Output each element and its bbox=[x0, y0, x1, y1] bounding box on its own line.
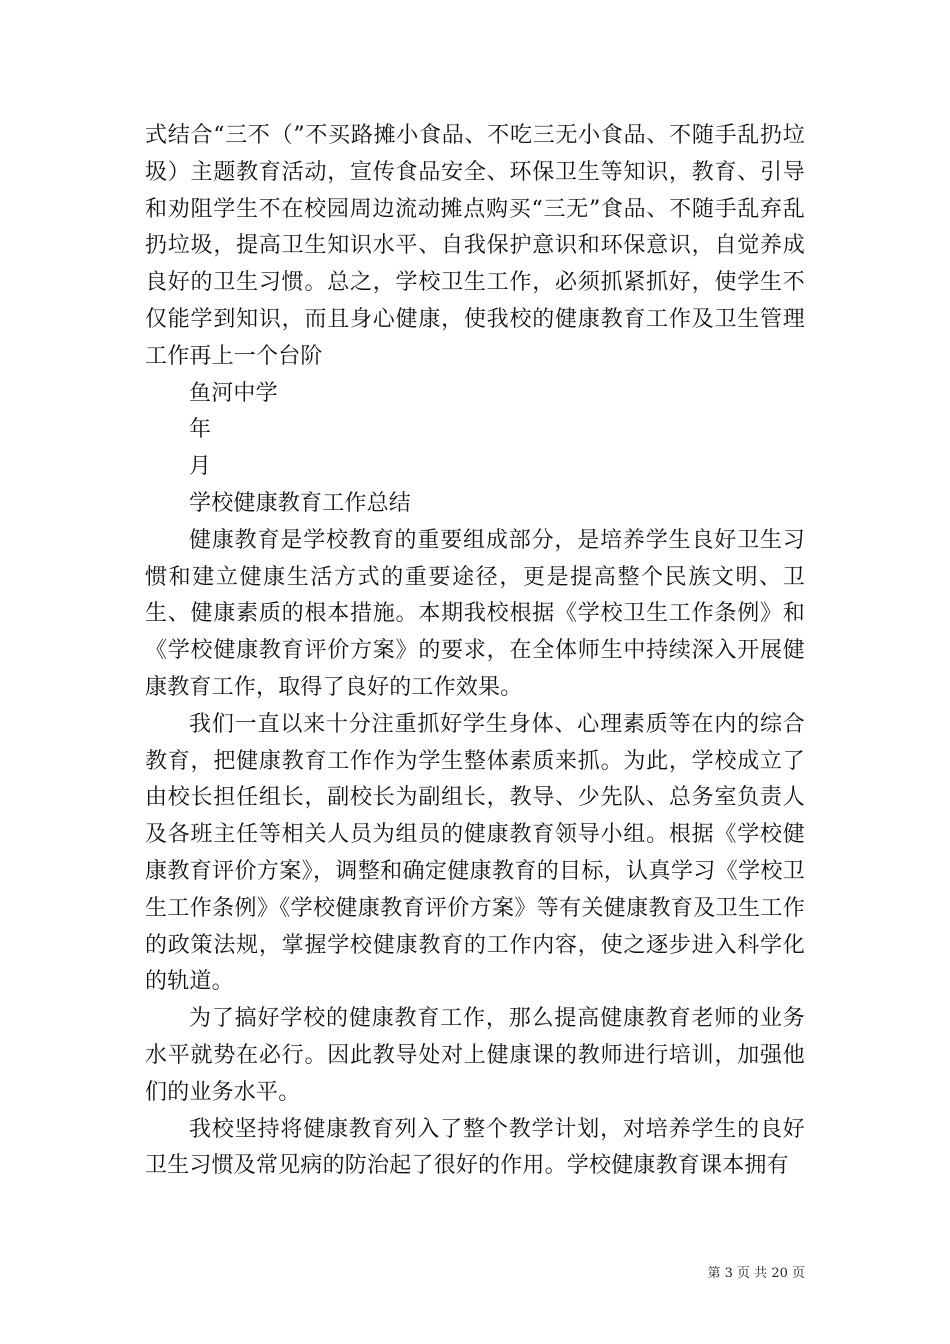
paragraph-intro: 健康教育是学校教育的重要组成部分，是培养学生良好卫生习惯和建立健康生活方式的重要途径，更是提高整个民族文明、卫生、健康素质的根本措施。本期我校根据《学校卫生工作条例》和《学校健康教育评价方案》的要求，在全体师生中持续深入开展健康教育工作，取得了良好的工作效果。 bbox=[145, 527, 805, 700]
paragraph-training: 为了搞好学校的健康教育工作，那么提高健康教育老师的业务水平就势在必行。因此教导处对上健康课的教师进行培训，加强他们的业务水平。 bbox=[145, 1006, 805, 1105]
section-title: 学校健康教育工作总结 bbox=[189, 490, 412, 516]
paragraph-continued: 式结合“三不（”不买路摊小食品、不吃三无小食品、不随手乱扔垃圾）主题教育活动，宣传食品安全、环保卫生等知识，教育、引导和劝阻学生不在校园周边流动摊点购买“三无”食品、不随手乱弃乱扔垃圾，提高卫生知识水平、自我保护意识和环保意识，自觉养成良好的卫生习惯。总之，学校卫生工作，必须抓紧抓好，使学生不仅能学到知识，而且身心健康，使我校的健康教育工作及卫生管理工作再上一个台阶 bbox=[145, 123, 805, 369]
signature-school-name: 鱼河中学 bbox=[189, 380, 278, 406]
document-body bbox=[145, 118, 805, 1185]
signature-month: 月 bbox=[189, 454, 212, 480]
signature-year: 年 bbox=[189, 417, 212, 443]
page-number-footer: 第 3 页 共 20 页 bbox=[707, 1266, 805, 1281]
paragraph-curriculum: 我校坚持将健康教育列入了整个教学计划，对培养学生的良好卫生习惯及常见病的防治起了很好的作用。学校健康教育课本拥有 bbox=[145, 1116, 805, 1179]
paragraph-organization: 我们一直以来十分注重抓好学生身体、心理素质等在内的综合教育，把健康教育工作作为学生整体素质来抓。为此，学校成立了由校长担任组长，副校长为副组长，教导、少先队、总务室负责人及各班主任等相关人员为组员的健康教育领导小组。根据《学校健康教育评价方案》，调整和确定健康教育的目标，认真学习《学校卫生工作条例》《学校健康教育评价方案》等有关健康教育及卫生工作的政策法规，掌握学校健康教育的工作内容，使之逐步进入科学化的轨道。 bbox=[145, 711, 805, 995]
